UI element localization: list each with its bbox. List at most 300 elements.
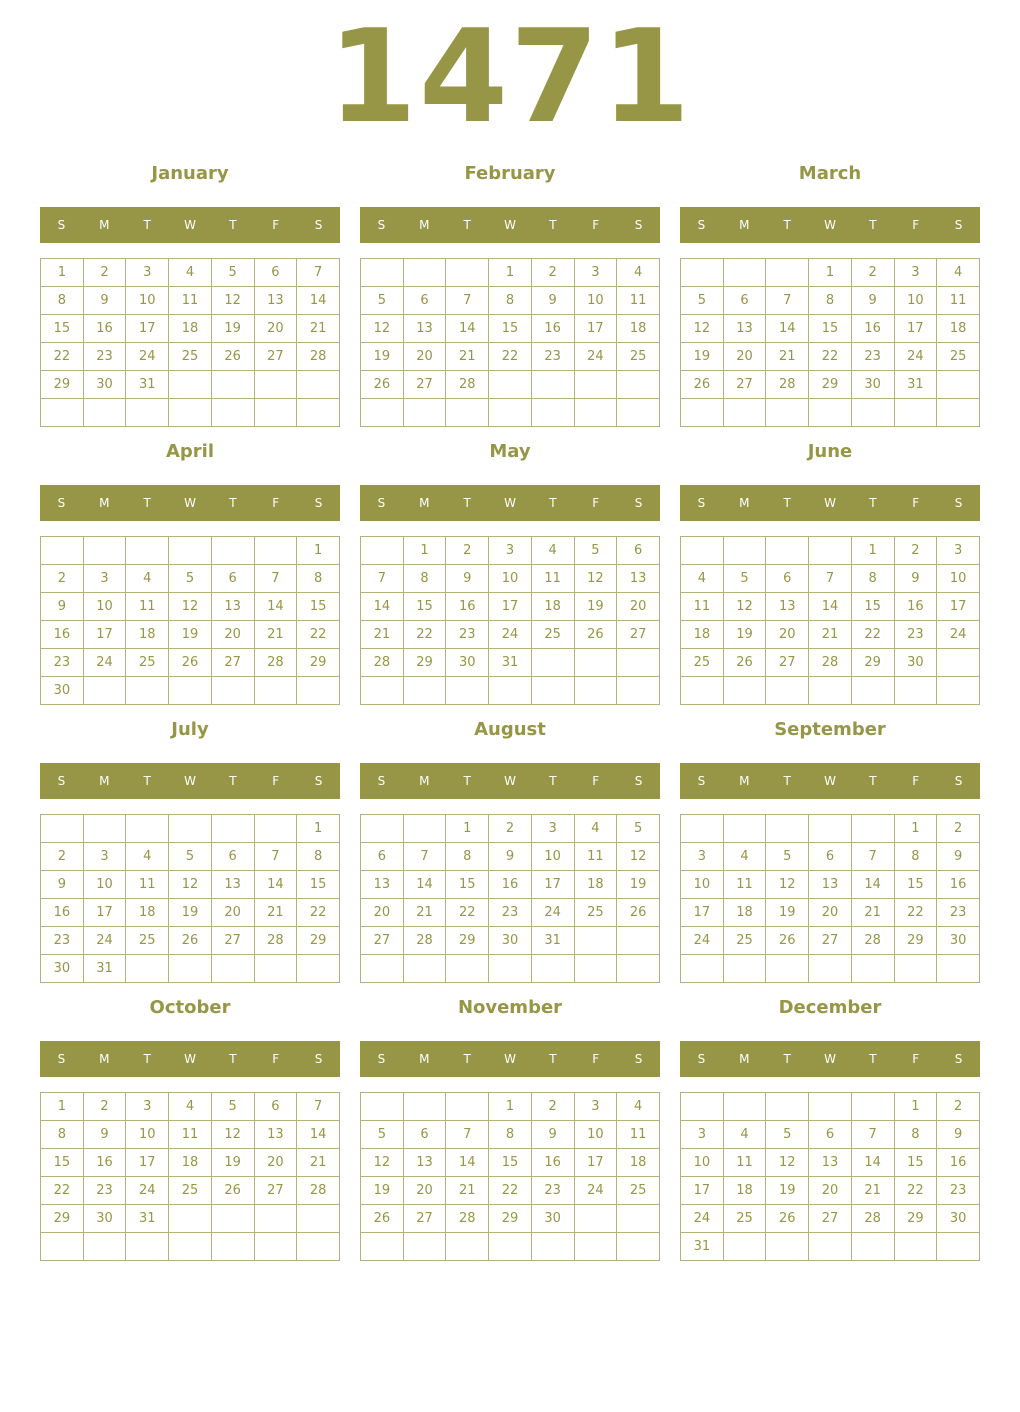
week-row [681,1233,980,1261]
day-cell: 27 [211,927,254,955]
week-row [681,1149,980,1177]
weekday-label: T [783,1052,791,1066]
day-cell: 6 [403,287,446,315]
day-cell: 20 [361,899,404,927]
weekday-label: S [697,496,706,510]
day-cell: 2 [937,1093,980,1121]
day-cell [489,371,532,399]
day-cell [211,677,254,705]
day-cell: 19 [681,343,724,371]
day-cell: 2 [531,1093,574,1121]
day-cell: 11 [126,593,169,621]
week-row [41,1121,340,1149]
day-cell [851,955,894,983]
day-cell: 22 [809,343,852,371]
day-cell: 9 [894,565,937,593]
day-cell: 12 [766,871,809,899]
day-cell: 17 [681,899,724,927]
weekday-label: T [229,496,237,510]
day-cell [361,815,404,843]
day-cell: 27 [211,649,254,677]
month-name: October [149,997,231,1018]
day-cell: 12 [766,1149,809,1177]
day-cell: 28 [254,927,297,955]
day-cell: 5 [681,287,724,315]
day-cell: 23 [41,649,84,677]
day-cell [766,1233,809,1261]
day-cell [211,537,254,565]
weekday-label: M [99,774,110,788]
day-cell: 17 [894,315,937,343]
weekday-label: W [184,218,196,232]
week-row [361,1233,660,1261]
day-cell: 14 [254,593,297,621]
day-cell: 12 [361,315,404,343]
day-cell: 20 [254,1149,297,1177]
day-cell: 2 [937,815,980,843]
day-cell: 12 [361,1149,404,1177]
day-cell [403,677,446,705]
day-cell: 10 [83,871,126,899]
day-cell: 4 [169,259,212,287]
day-cell [446,259,489,287]
day-cell [617,927,660,955]
day-cell [937,677,980,705]
day-cell: 30 [937,1205,980,1233]
day-cell: 14 [766,315,809,343]
day-cell: 31 [531,927,574,955]
day-cell: 12 [723,593,766,621]
day-cell: 19 [361,1177,404,1205]
day-cell: 5 [361,1121,404,1149]
day-cell [254,955,297,983]
day-cell: 10 [681,1149,724,1177]
day-cell: 8 [41,1121,84,1149]
weekday-label: W [824,1052,836,1066]
day-cell [681,399,724,427]
day-cell: 26 [766,927,809,955]
weekday-label: F [912,1052,920,1066]
day-cell: 4 [169,1093,212,1121]
day-cell [169,955,212,983]
day-cell: 6 [766,565,809,593]
day-grid [360,536,660,705]
day-cell: 18 [617,1149,660,1177]
day-cell: 6 [403,1121,446,1149]
day-cell: 30 [489,927,532,955]
day-cell [766,815,809,843]
day-cell: 28 [297,343,340,371]
weekday-label: S [377,496,386,510]
day-cell: 5 [574,537,617,565]
weekday-label: W [824,774,836,788]
day-cell [41,537,84,565]
weekday-label: S [697,1052,706,1066]
day-cell: 25 [681,649,724,677]
week-row [681,343,980,371]
day-cell: 1 [446,815,489,843]
day-cell [297,399,340,427]
day-cell: 18 [169,315,212,343]
day-cell: 11 [169,1121,212,1149]
day-cell: 14 [403,871,446,899]
day-cell: 13 [723,315,766,343]
day-cell [723,677,766,705]
day-cell [211,371,254,399]
weekday-label: W [184,1052,196,1066]
day-cell: 23 [937,1177,980,1205]
day-cell: 31 [894,371,937,399]
day-cell [617,399,660,427]
day-cell [809,677,852,705]
day-cell [617,371,660,399]
weekday-label: W [824,496,836,510]
day-cell: 29 [297,927,340,955]
day-cell: 27 [617,621,660,649]
day-cell [531,399,574,427]
day-cell: 29 [446,927,489,955]
weekday-label: F [592,1052,600,1066]
day-cell: 1 [489,259,532,287]
day-cell: 10 [489,565,532,593]
day-cell: 26 [617,899,660,927]
month-name: August [474,719,546,740]
day-cell: 25 [126,649,169,677]
weekday-header [40,485,340,521]
day-cell: 6 [361,843,404,871]
day-cell: 9 [531,1121,574,1149]
day-cell [531,677,574,705]
day-cell: 16 [446,593,489,621]
day-cell: 16 [851,315,894,343]
weekday-header [40,207,340,243]
day-cell: 16 [894,593,937,621]
day-cell [894,677,937,705]
day-cell [681,537,724,565]
day-cell: 14 [809,593,852,621]
day-cell [723,1093,766,1121]
day-cell: 9 [446,565,489,593]
day-cell: 14 [361,593,404,621]
day-cell: 7 [851,1121,894,1149]
day-cell: 15 [809,315,852,343]
day-cell: 5 [766,843,809,871]
weekday-label: F [592,218,600,232]
day-cell: 11 [723,871,766,899]
day-cell: 22 [851,621,894,649]
day-cell: 21 [297,1149,340,1177]
weekday-label: F [912,774,920,788]
day-grid [360,258,660,427]
day-cell [169,371,212,399]
day-cell: 5 [766,1121,809,1149]
day-cell: 11 [531,565,574,593]
day-cell: 6 [254,1093,297,1121]
week-row [681,843,980,871]
week-row [681,565,980,593]
day-cell: 8 [851,565,894,593]
day-cell: 21 [361,621,404,649]
month-name: September [774,719,886,740]
day-cell: 24 [126,1177,169,1205]
weekday-label: T [463,218,471,232]
day-cell: 31 [681,1233,724,1261]
day-cell: 12 [681,315,724,343]
weekday-label: W [504,1052,516,1066]
day-cell [361,1093,404,1121]
day-cell [83,815,126,843]
day-cell: 6 [809,843,852,871]
year-title: 1471 [327,3,693,152]
week-row [41,537,340,565]
week-row [41,649,340,677]
weekday-label: F [272,496,280,510]
day-cell [681,259,724,287]
day-cell: 27 [254,343,297,371]
day-cell [446,399,489,427]
weekday-label: T [143,218,151,232]
weekday-label: S [57,496,66,510]
day-cell: 1 [894,1093,937,1121]
day-cell: 19 [574,593,617,621]
day-cell: 24 [894,343,937,371]
week-row [41,621,340,649]
day-cell [297,955,340,983]
weekday-label: F [912,218,920,232]
day-cell: 26 [681,371,724,399]
day-cell: 10 [574,1121,617,1149]
week-row [361,1149,660,1177]
weekday-label: W [504,496,516,510]
weekday-label: M [739,218,750,232]
day-cell: 1 [894,815,937,843]
day-cell: 2 [41,565,84,593]
weekday-label: S [954,496,963,510]
day-cell: 31 [489,649,532,677]
week-row [681,815,980,843]
day-cell: 11 [681,593,724,621]
day-cell [617,677,660,705]
day-cell [574,1233,617,1261]
day-cell: 11 [723,1149,766,1177]
day-cell: 13 [617,565,660,593]
week-row [41,815,340,843]
day-cell: 13 [809,1149,852,1177]
weekday-label: F [272,774,280,788]
day-cell: 29 [41,1205,84,1233]
week-row [361,565,660,593]
day-cell: 19 [211,315,254,343]
day-cell [723,399,766,427]
day-cell [489,1233,532,1261]
day-cell: 4 [531,537,574,565]
day-cell [297,371,340,399]
day-cell: 19 [211,1149,254,1177]
day-cell: 21 [254,899,297,927]
day-cell: 16 [937,871,980,899]
weekday-label: S [57,774,66,788]
weekday-header [680,485,980,521]
day-cell: 8 [489,287,532,315]
week-row [361,315,660,343]
weekday-label: S [954,774,963,788]
week-row [681,593,980,621]
day-cell: 27 [403,1205,446,1233]
day-cell: 17 [681,1177,724,1205]
day-cell: 13 [809,871,852,899]
day-cell [83,677,126,705]
day-cell [937,649,980,677]
weekday-label: M [419,496,430,510]
week-row [41,677,340,705]
day-cell: 6 [809,1121,852,1149]
week-row [361,259,660,287]
day-cell [211,399,254,427]
weekday-label: M [739,1052,750,1066]
day-cell [361,677,404,705]
day-cell [446,677,489,705]
day-cell: 17 [531,871,574,899]
week-row [681,621,980,649]
day-cell: 20 [211,899,254,927]
day-cell: 12 [169,593,212,621]
day-cell: 21 [851,1177,894,1205]
day-cell: 14 [851,1149,894,1177]
week-row [681,1177,980,1205]
weekday-label: M [419,774,430,788]
day-cell: 13 [211,871,254,899]
day-cell: 28 [446,1205,489,1233]
month-name: February [464,163,556,184]
weekday-label: S [377,218,386,232]
week-row [361,399,660,427]
day-cell: 25 [723,927,766,955]
day-cell [937,371,980,399]
weekday-label: F [592,774,600,788]
day-cell: 2 [41,843,84,871]
week-row [361,1093,660,1121]
day-cell: 25 [531,621,574,649]
day-cell: 29 [489,1205,532,1233]
day-cell: 16 [83,315,126,343]
day-cell: 23 [937,899,980,927]
week-row [361,815,660,843]
day-cell [297,677,340,705]
month-name: December [778,997,882,1018]
day-cell: 31 [126,1205,169,1233]
day-cell: 25 [574,899,617,927]
day-cell: 29 [894,1205,937,1233]
week-row [361,537,660,565]
day-cell: 24 [681,1205,724,1233]
day-cell [126,1233,169,1261]
day-cell: 24 [83,649,126,677]
day-cell: 6 [211,843,254,871]
week-row [41,565,340,593]
day-grid [40,536,340,705]
day-cell: 17 [126,1149,169,1177]
day-grid [680,258,980,427]
day-cell [851,1093,894,1121]
weekday-label: W [184,496,196,510]
day-cell: 12 [169,871,212,899]
day-cell: 29 [851,649,894,677]
weekday-label: S [314,774,323,788]
day-cell: 28 [851,927,894,955]
day-cell: 25 [723,1205,766,1233]
week-row [361,843,660,871]
weekday-label: S [314,218,323,232]
weekday-header [360,1041,660,1077]
day-cell: 28 [254,649,297,677]
day-cell: 13 [766,593,809,621]
week-row [681,927,980,955]
day-cell: 19 [766,899,809,927]
weekday-label: T [549,218,557,232]
day-cell [766,537,809,565]
week-row [681,1093,980,1121]
day-cell: 31 [126,371,169,399]
month-name: June [807,441,853,462]
day-cell [41,815,84,843]
day-cell [809,1233,852,1261]
day-cell: 17 [83,621,126,649]
day-cell: 15 [851,593,894,621]
day-cell [403,399,446,427]
week-row [41,899,340,927]
day-cell: 12 [211,1121,254,1149]
day-cell: 22 [489,343,532,371]
day-cell: 21 [446,1177,489,1205]
day-cell: 11 [937,287,980,315]
week-row [361,677,660,705]
day-cell: 15 [403,593,446,621]
day-cell: 25 [126,927,169,955]
day-cell: 1 [809,259,852,287]
week-row [41,1093,340,1121]
weekday-label: S [377,1052,386,1066]
day-cell: 19 [723,621,766,649]
day-cell: 4 [617,1093,660,1121]
day-cell: 29 [894,927,937,955]
day-cell [766,1093,809,1121]
day-cell: 9 [937,843,980,871]
day-cell: 2 [851,259,894,287]
day-cell: 29 [809,371,852,399]
weekday-label: S [697,218,706,232]
weekday-label: T [549,1052,557,1066]
day-cell: 25 [937,343,980,371]
day-cell: 18 [126,899,169,927]
day-cell [617,1233,660,1261]
day-cell [361,955,404,983]
day-cell: 7 [297,1093,340,1121]
day-cell [574,927,617,955]
day-cell [254,371,297,399]
day-cell: 17 [937,593,980,621]
week-row [41,843,340,871]
day-cell: 1 [403,537,446,565]
weekday-label: T [229,774,237,788]
day-cell: 30 [446,649,489,677]
day-cell [254,537,297,565]
day-cell: 10 [937,565,980,593]
day-cell: 8 [403,565,446,593]
day-cell: 16 [531,1149,574,1177]
day-cell: 21 [254,621,297,649]
day-cell [126,955,169,983]
day-cell: 26 [361,371,404,399]
